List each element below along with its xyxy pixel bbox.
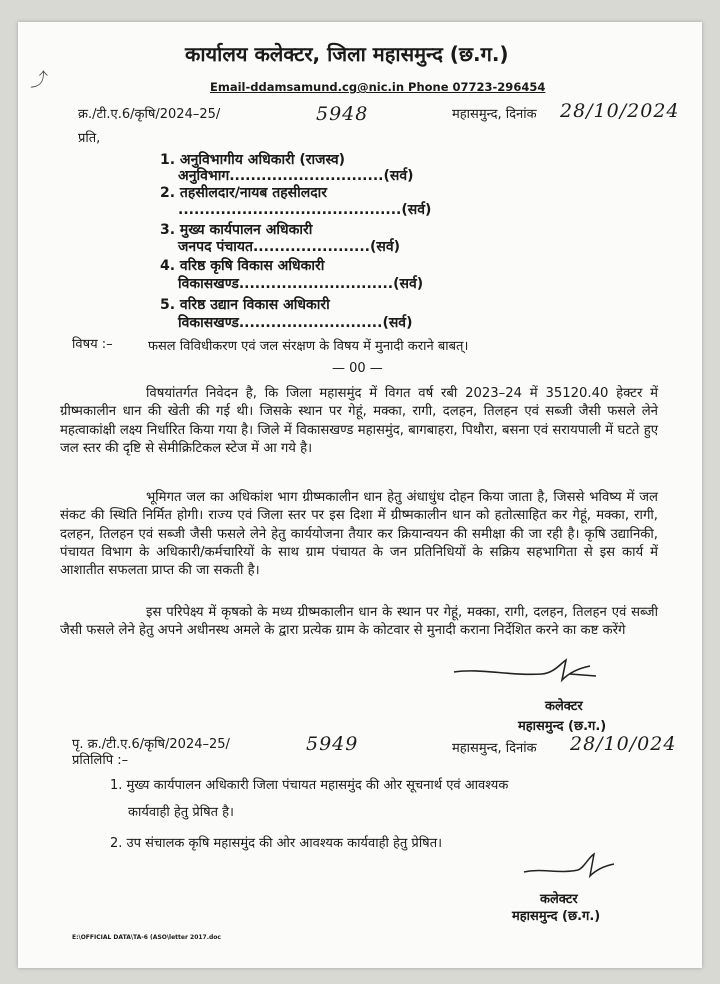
body-paragraph-3: इस परिपेक्ष्य में कृषको के मध्य ग्रीष्मकालीन धान के स्थान पर गेहूं, मक्का, रागी, दलहन, तिलहन एवं सब्जी जैसी फसले लेने हेतु अपने अधीनस्थ अमले के द्वारा प्रत्येक ग्राम के कोटवार से मुनादी कराना निर्देशित करने का कष्ट करेंगे [60, 605, 658, 639]
copy-item-1-line1: 1. मुख्य कार्यपालन अधिकारी जिला पंचायत महासमुंद की ओर सूचनार्थ एवं आवश्यक [110, 778, 509, 793]
office-title: कार्यालय कलेक्टर, जिला महासमुन्द (छ.ग.) [185, 42, 509, 66]
recipient-5-line: विकासखण्ड...........................(सर्व) [178, 315, 413, 331]
place-date-label: महासमुन्द, दिनांक [452, 107, 537, 122]
collector-signature-copy [520, 850, 620, 890]
recipient-3-line: जनपद पंचायत......................(सर्व) [178, 239, 401, 255]
body-paragraph-2: भूमिगत जल का अधिकांश भाग ग्रीष्मकालीन धान हेतु अंधाधुंध दोहन किया जाता है, जिससे भविष्य में जल संकट की स्थिति निर्मित होगी। राज्य एवं जिला स्तर पर इस दिशा में ग्रीष्मकालीन धान को हतोत्साहित कर गेहूं, मक्का, रागी, दलहन, तिलहन एवं सब्जी जैसी फसले लेने हेतु कार्ययोजना तैयार कर क्रियान्वयन की समीक्षा की जा रही है। कृषि उद्यानिकी, पंचायत विभाग के अधिकारी/कर्मचारियों के साथ ग्राम पंचायत के जन प्रतिनिधियों के सक्रिय सहभागिता से इस कार्य में आशातीत सफलता प्राप्त की जा सकती है। [60, 490, 658, 579]
file-path-footer: E:\OFFICIAL DATA\TA-6 (ASO\letter 2017.doc [72, 934, 221, 941]
dispatch-number-handwritten: 5948 [316, 103, 369, 125]
copy-reference-number: पृ. क्र./टी.ए.6/कृषि/2024–25/ [72, 737, 230, 752]
subject-label: विषय :– [72, 337, 113, 352]
copy-place-date-label: महासमुन्द, दिनांक [452, 741, 537, 756]
separator: — 00 — [332, 361, 383, 376]
recipient-2-line: ..........................................(सर्व) [178, 202, 432, 218]
margin-mark: ⤴ [30, 70, 48, 91]
copy-number-handwritten: 5949 [306, 733, 359, 755]
copy-date-handwritten: 28/10/024 [570, 733, 677, 755]
signatory-title-2: कलेक्टर [540, 892, 578, 907]
recipient-4-line: विकासखण्ड.............................(सर्व) [178, 276, 424, 292]
recipient-5-title: 5. वरिष्ठ उद्यान विकास अधिकारी [160, 297, 330, 313]
recipient-1-line: अनुविभाग.............................(सर्व) [178, 168, 414, 184]
reference-number: क्र./टी.ए.6/कृषि/2024–25/ [78, 107, 221, 122]
recipient-1-title: 1. अनुविभागीय अधिकारी (राजस्व) [160, 152, 346, 168]
copy-item-2: 2. उप संचालक कृषि महासमुंद की ओर आवश्यक कार्यवाही हेतु प्रेषित। [110, 836, 443, 851]
signatory-title-1: कलेक्टर [545, 699, 583, 714]
recipient-3-title: 3. मुख्य कार्यपालन अधिकारी [160, 222, 313, 238]
collector-signature [450, 654, 620, 690]
date-handwritten: 28/10/2024 [560, 100, 680, 122]
recipient-2-title: 2. तहसीलदार/नायब तहसीलदार [160, 185, 327, 201]
contact-line: Email-ddamsamund.cg@nic.in Phone 07723-296454 [210, 80, 546, 94]
subject-text: फसल विविधीकरण एवं जल संरक्षण के विषय में मुनादी कराने बाबत्। [148, 339, 469, 354]
body-paragraph-1: विषयांतर्गत निवेदन है, कि जिला महासमुंद में विगत वर्ष रबी 2023–24 में 35120.40 हेक्टर में ग्रीष्मकालीन धान की खेती की गई थी। जिसके स्थान पर गेहूं, मक्का, रागी, दलहन, तिलहन एवं सब्जी जैसी फसले लेने महत्वाकांक्षी लक्ष्य निर्धारित किया गया है। जिले में विकासखण्ड महासमुंद, बागबाहरा, पिथौरा, बसना एवं सरायपाली में घटते हुए जल स्तर की दृष्टि से सेमीक्रिटिकल स्टेज में आ गये है। [60, 386, 658, 456]
signatory-place-2: महासमुन्द (छ.ग.) [512, 909, 601, 924]
copy-label: प्रतिलिपि :– [72, 753, 129, 768]
to-label: प्रति, [78, 131, 101, 146]
copy-item-1-line2: कार्यवाही हेतु प्रेषित है। [128, 805, 234, 820]
signatory-place-1: महासमुन्द (छ.ग.) [518, 719, 607, 734]
recipient-4-title: 4. वरिष्ठ कृषि विकास अधिकारी [160, 258, 325, 274]
